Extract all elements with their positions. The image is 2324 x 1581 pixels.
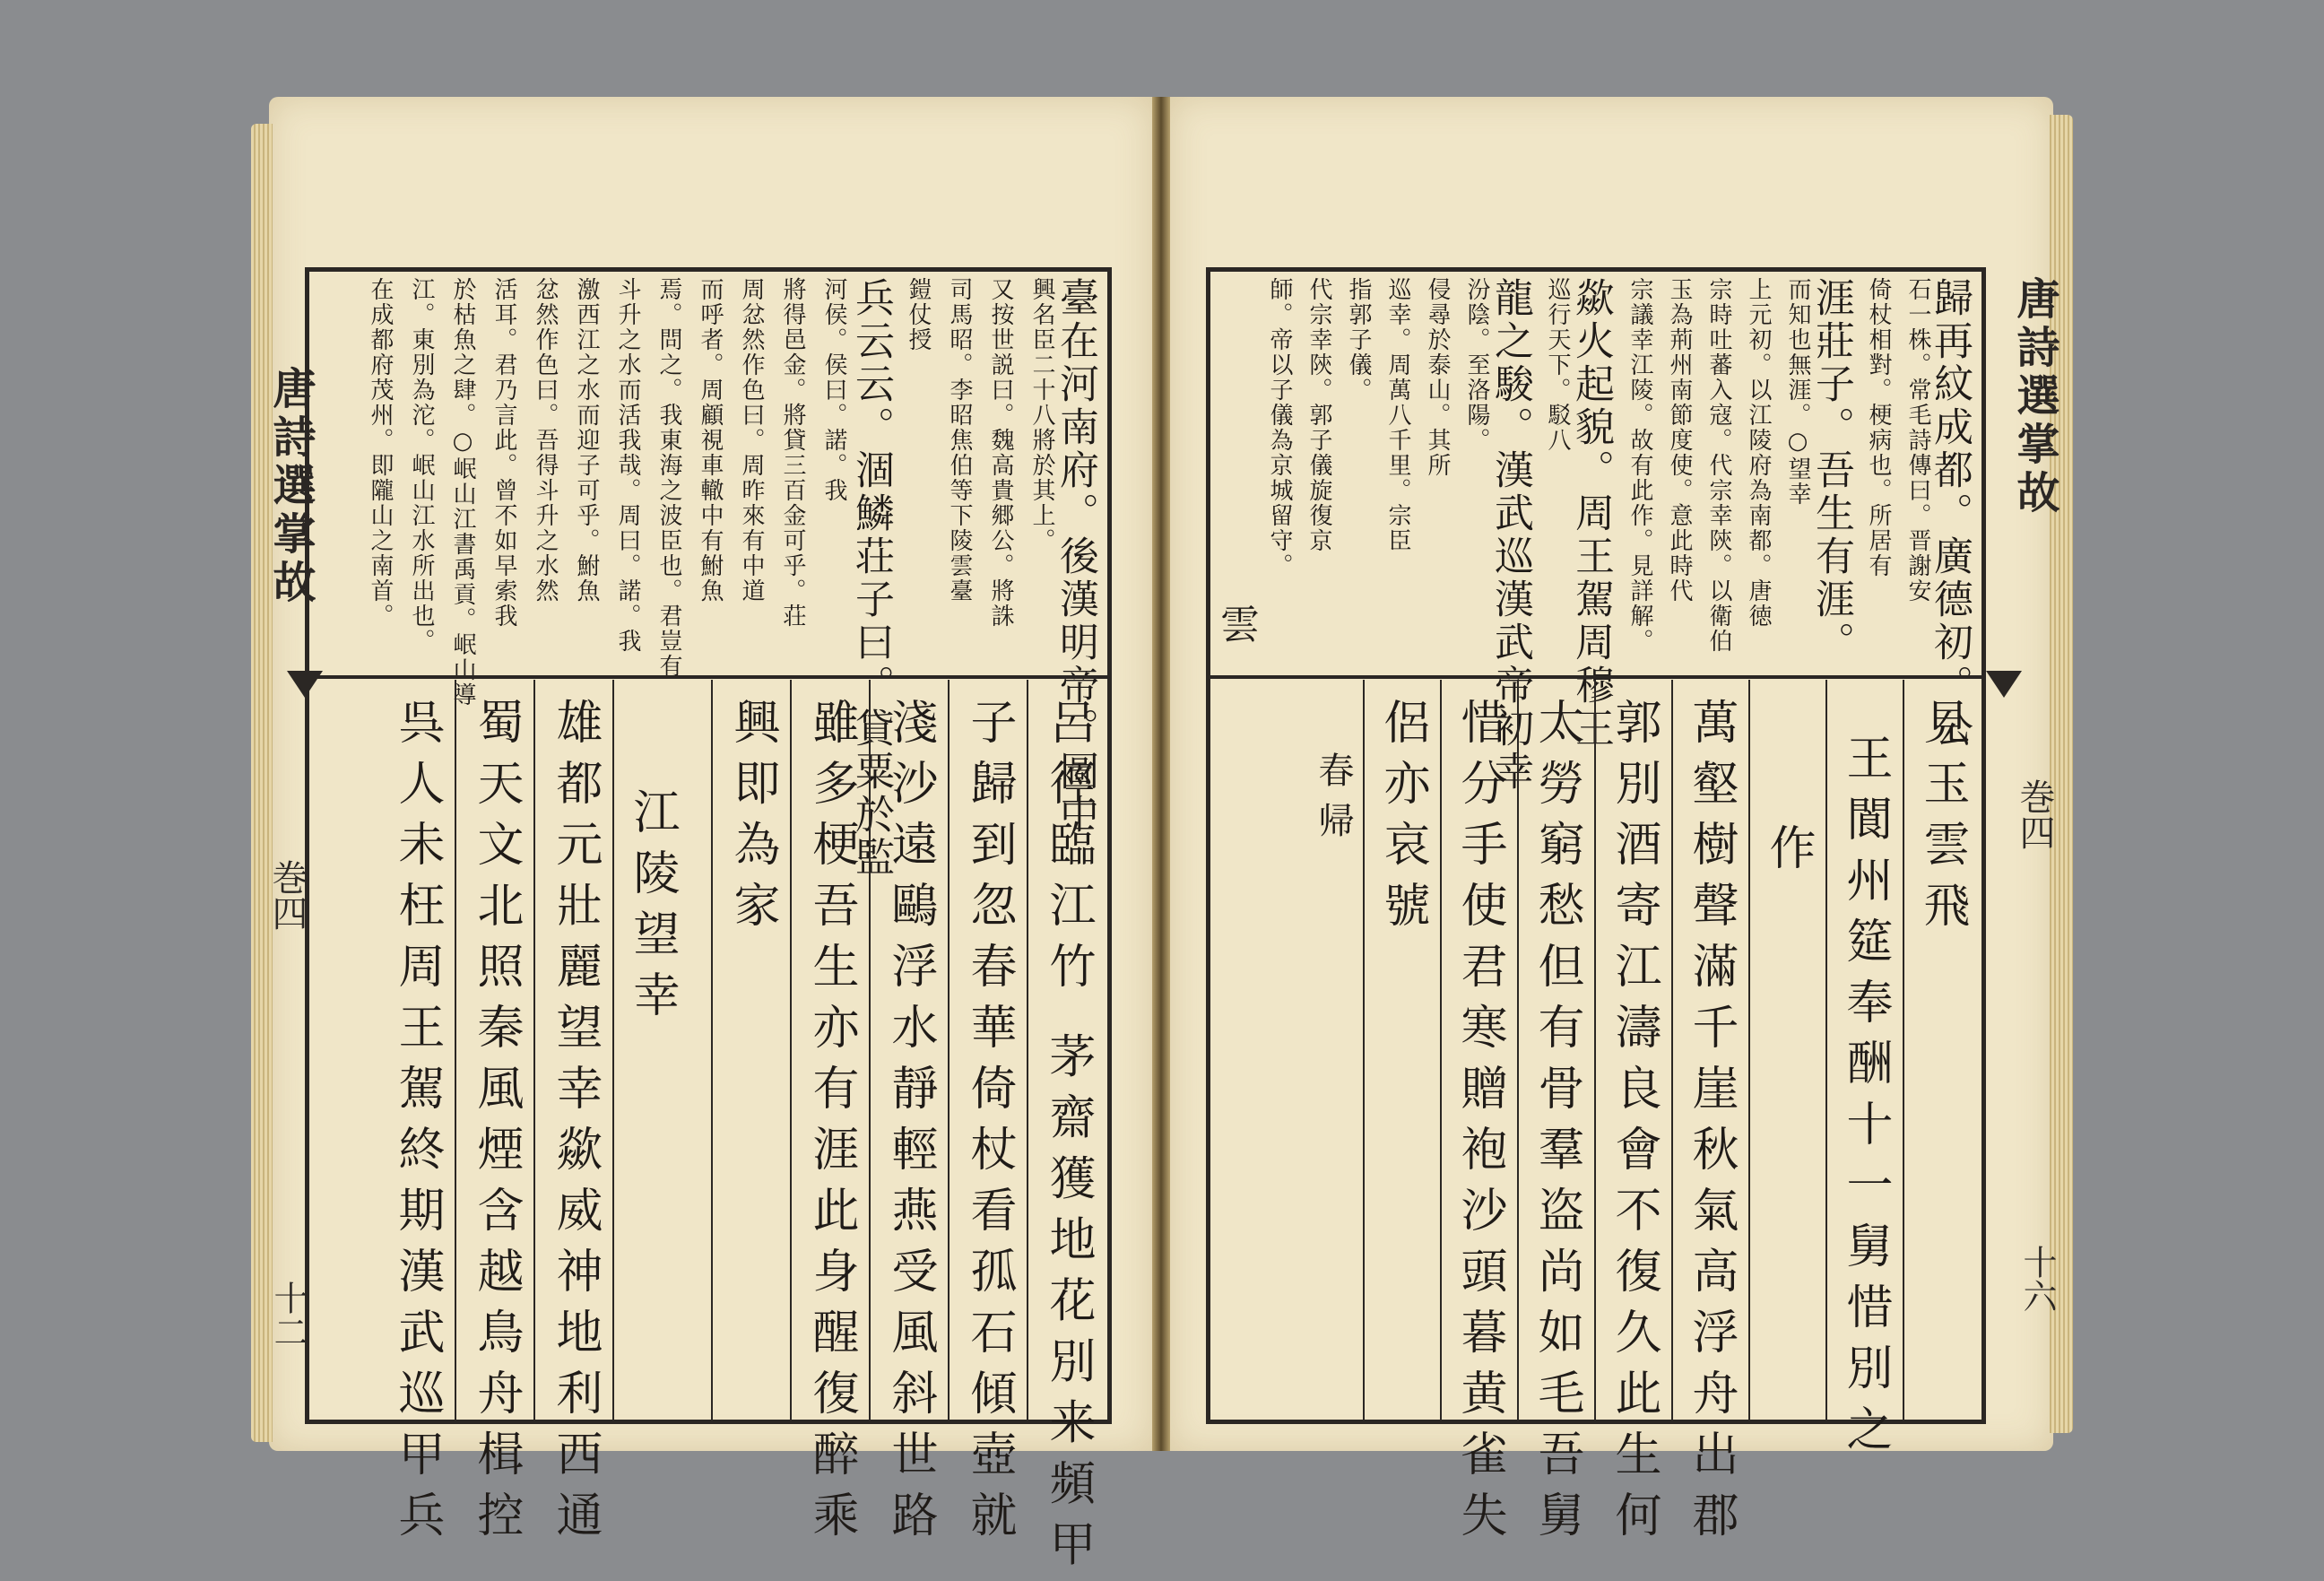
right-poem-block	[1210, 680, 1981, 1551]
left-poem-block	[309, 680, 1107, 1581]
commentary-column: 忿然作色曰。吾得斗升之水然	[532, 277, 559, 604]
poem-column: 見玉雲飛	[1915, 698, 1969, 942]
poem-column: 淺沙遠鷗浮水靜輕燕受風斜世路	[883, 698, 937, 1551]
commentary-column: 活耳。君乃言此。曾不如早索我	[490, 277, 517, 629]
commentary-column: 上元初。以江陵府為南都。唐徳	[1745, 277, 1772, 629]
left-divider-band	[309, 675, 1107, 679]
commentary-column: 兵云云。涸鱗荘子曰。貸粟於監	[848, 277, 894, 880]
poem-column: 蜀天文北照秦風煙含越鳥舟楫控	[469, 698, 523, 1551]
poem-column: 惜分手使君寒贈袍沙頭暮黄雀失	[1452, 698, 1506, 1551]
column-rule	[790, 680, 792, 1420]
column-rule	[1671, 680, 1673, 1420]
column-rule	[1517, 680, 1519, 1420]
column-rule	[1903, 680, 1904, 1420]
commentary-column: 宗議幸江陵。故有此作。見詳解。	[1626, 277, 1653, 654]
left-volume-mark: 巻四	[266, 859, 308, 931]
next-poem-title: 春帰	[1313, 751, 1354, 852]
commentary-column: 焉。問之。我東海之波臣也。君豈有	[655, 277, 682, 679]
right-divider-band	[1210, 675, 1981, 679]
commentary-column: 司馬昭。李昭焦伯等下陵雲臺	[946, 277, 973, 604]
commentary-column: 江。東別為沱。岷山江水所出也。	[408, 277, 435, 654]
column-rule	[1825, 680, 1827, 1420]
commentary-column: 歘火起貌。周王駕周穆王	[1568, 277, 1614, 751]
poem-title: 江陵望幸	[625, 787, 679, 1031]
left-running-title: 唐詩選掌故	[265, 366, 316, 608]
poem-column: 郭別酒寄江濤良會不復久此生何	[1607, 698, 1661, 1551]
column-rule	[1440, 680, 1442, 1420]
commentary-column: 雲	[1213, 604, 1259, 647]
commentary-column: 指郭子儀。	[1345, 277, 1372, 403]
column-rule	[1027, 680, 1028, 1420]
commentary-column: 鎧仗授	[905, 277, 932, 352]
book-gutter	[1152, 97, 1170, 1451]
commentary-column: 歸再紋成都。廣德初。公	[1927, 277, 1973, 751]
commentary-column: 巡幸。周萬八千里。宗臣	[1384, 277, 1411, 553]
right-commentary-block	[1210, 272, 1981, 794]
column-rule	[1363, 680, 1365, 1420]
commentary-column: 而知也無涯。○望幸	[1784, 277, 1811, 507]
column-rule	[948, 680, 950, 1420]
commentary-column: 代宗幸陝。郭子儀旋復京	[1305, 277, 1332, 553]
commentary-column: 汾陰。至洛陽。	[1463, 277, 1490, 453]
commentary-column: 師。帝以子儀為京城留守。	[1266, 277, 1293, 578]
left-print-frame	[305, 267, 1112, 1581]
commentary-column: 將得邑金。將貸三百金可乎。荘	[779, 277, 806, 629]
poem-column: 侶亦哀號	[1375, 698, 1429, 942]
commentary-column: 河侯。侯曰。諾。我	[820, 277, 847, 503]
poem-column: 呉人未枉周王駕終期漢武巡甲兵	[390, 698, 444, 1551]
commentary-column: 龍之駿。漢武巡漢武帝初幸	[1487, 277, 1533, 794]
right-page	[1170, 97, 2060, 1551]
poem-column: 興即為家	[725, 698, 779, 942]
column-rule	[533, 680, 535, 1420]
commentary-column: 宗時吐蕃入寇。代宗幸陝。以衛伯	[1705, 277, 1732, 654]
right-folio: 十六	[2017, 1245, 2057, 1313]
column-rule	[869, 680, 871, 1420]
commentary-column: 巡行天下。駁八	[1544, 277, 1571, 453]
right-running-title: 唐詩選掌故	[2009, 276, 2060, 518]
commentary-column: 在成都府茂州。即隴山之南首。	[367, 277, 394, 629]
commentary-column: 臺在河南府。後漢明帝。圖中	[1053, 277, 1098, 837]
poem-column: 呂徑臨江竹 茅齋獲地花別来頻甲	[1041, 698, 1095, 1581]
column-rule	[612, 680, 614, 1420]
poem-title: 王閬州筵奉酬十一舅惜別之	[1838, 734, 1892, 1465]
right-print-frame	[1206, 267, 1986, 1551]
poem-column: 太勞窮愁但有骨羣盗尚如毛吾舅	[1530, 698, 1583, 1551]
commentary-column: 興名臣二十八將於其上。	[1028, 277, 1055, 553]
column-rule	[711, 680, 713, 1420]
left-page-edges	[251, 124, 273, 1442]
fish-tail-mark	[1986, 671, 2022, 698]
commentary-column: 涯莊子。吾生有涯。	[1808, 277, 1854, 665]
open-book	[265, 97, 2060, 1581]
poem-column: 雄都元壯麗望幸歘威神地利西通	[548, 698, 602, 1551]
poem-title-cont: 作	[1761, 823, 1815, 884]
right-volume-mark: 巻四	[2014, 778, 2055, 850]
commentary-column: 石一株。常毛詩傳曰。晋謝安	[1904, 277, 1931, 604]
poem-column: 雖多梗吾生亦有涯此身醒復醉乘	[804, 698, 858, 1551]
left-page	[265, 97, 1152, 1581]
column-rule	[455, 680, 456, 1420]
left-folio: 十二	[268, 1281, 308, 1349]
commentary-column: 於枯魚之肆。○岷山江書禹貢。岷山導	[449, 277, 476, 708]
commentary-column: 玉為荊州南節度使。意此時代	[1666, 277, 1693, 604]
column-rule	[1594, 680, 1596, 1420]
commentary-column: 斗升之水而活我哉。周曰。諾。我	[614, 277, 641, 654]
commentary-column: 周忿然作色曰。周昨來有中道	[738, 277, 765, 604]
commentary-column: 激西江之水而迎子可乎。鮒魚	[573, 277, 600, 604]
column-rule	[1748, 680, 1750, 1420]
poem-column: 萬壑樹聲滿千崖秋氣高浮舟出郡	[1684, 698, 1738, 1551]
commentary-column: 侵尋於泰山。其所	[1424, 277, 1451, 478]
poem-column: 子歸到忽春華倚杖看孤石傾壺就	[962, 698, 1016, 1551]
commentary-column: 而呼者。周顧視車轍中有鮒魚	[697, 277, 724, 604]
commentary-column: 倚杖相對。梗病也。所居有	[1865, 277, 1892, 578]
commentary-column: 又按世説曰。魏高貴郷公。將誅	[987, 277, 1014, 629]
